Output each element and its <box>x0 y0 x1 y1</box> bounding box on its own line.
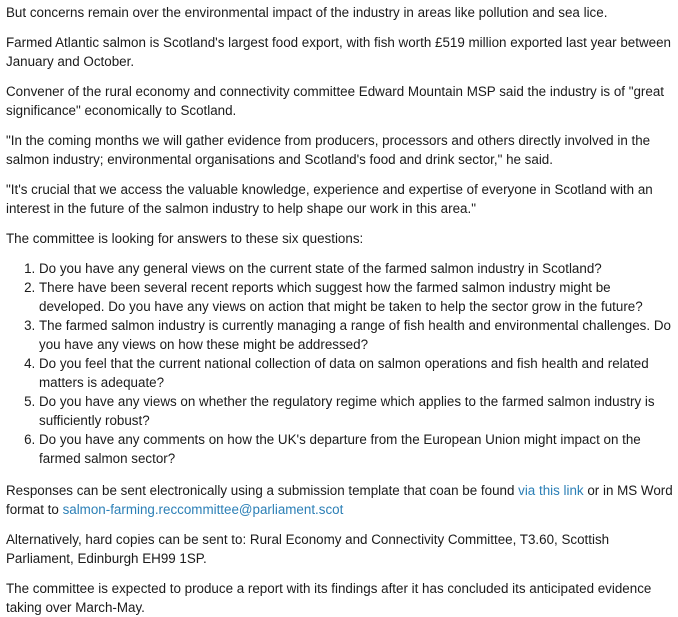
paragraph-quote-knowledge: "It's crucial that we access the valuable knowledge, experience and expertise of everyone in Scotland with an interest in the future of the salmon industry to help shape our work in this area." <box>6 182 653 216</box>
paragraph-hard-copies: Alternatively, hard copies can be sent to: Rural Economy and Connectivity Committee, T3.60, Scottish Parliament, Edinburgh EH99 1SP. <box>6 532 610 566</box>
paragraph-exports: Farmed Atlantic salmon is Scotland's largest food export, with fish worth £519 million exported last year between January and October. <box>6 35 671 69</box>
paragraph-concerns: But concerns remain over the environmental impact of the industry in areas like pollution and sea lice. <box>6 5 608 20</box>
question-item: 5. Do you have any views on whether the regulatory regime which applies to the farmed salmon industry is sufficiently robust? <box>39 392 674 430</box>
question-item: 4. Do you feel that the current national collection of data on salmon operations and fish health and related matters is adequate? <box>39 354 674 392</box>
paragraph-responses <box>6 481 674 519</box>
questions-list <box>6 259 674 468</box>
question-item: 6. Do you have any comments on how the UK's departure from the European Union might impact on the farmed salmon sector? <box>39 430 674 468</box>
submission-template-link[interactable]: via this link <box>518 483 584 498</box>
question-item: 1. Do you have any general views on the current state of the farmed salmon industry in Scotland? <box>39 259 674 278</box>
committee-email-link[interactable]: salmon-farming.reccommittee@parliament.scot <box>62 502 344 517</box>
question-item: 3. The farmed salmon industry is currently managing a range of fish health and environmental challenges. Do you have any views on how these might be addressed? <box>39 316 674 354</box>
paragraph-report: The committee is expected to produce a report with its findings after it has concluded its anticipated evidence taking over March-May. <box>6 581 652 615</box>
responses-text-start: Responses can be sent electronically using a submission template that coan be found <box>6 483 519 498</box>
paragraph-quote-evidence: "In the coming months we will gather evidence from producers, processors and others directly involved in the salmon industry; environmental organisations and Scotland's food and drink sector," he said. <box>6 133 651 167</box>
paragraph-convener: Convener of the rural economy and connectivity committee Edward Mountain MSP said the industry is of "great significance" economically to Scotland. <box>6 84 664 118</box>
paragraph-questions-intro: The committee is looking for answers to these six questions: <box>6 231 364 246</box>
question-item: 2. There have been several recent reports which suggest how the farmed salmon industry might be developed. Do you have any views on action that might be taken to help the sector grow in the future? <box>39 278 674 316</box>
responses-text-middle: or in MS Word format to <box>6 483 673 517</box>
